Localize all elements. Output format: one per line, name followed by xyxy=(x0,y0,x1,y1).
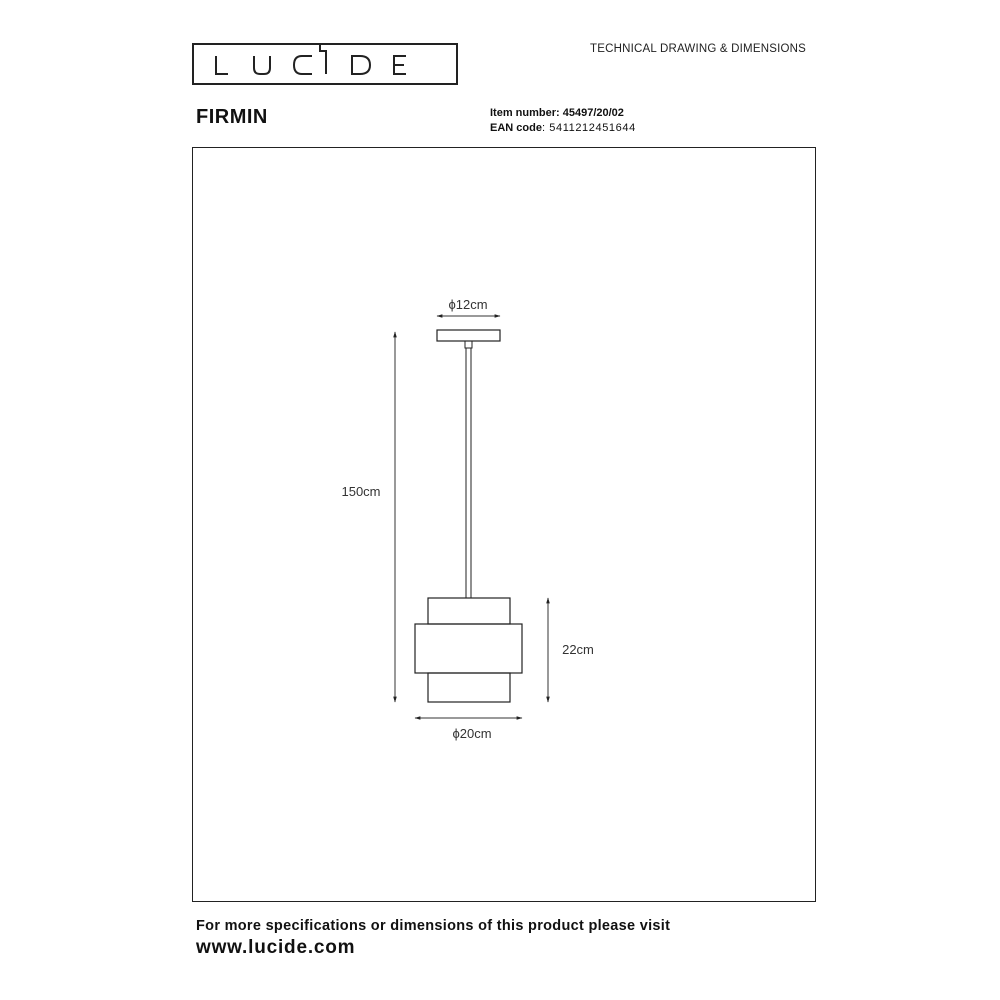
item-number-value: 45497/20/02 xyxy=(562,107,624,119)
canopy-diameter-label: ϕ12cm xyxy=(448,297,488,312)
canopy xyxy=(437,330,500,341)
document-type: TECHNICAL DRAWING & DIMENSIONS xyxy=(590,43,806,55)
total-height-label: 150cm xyxy=(341,484,381,499)
shade-middle-band xyxy=(415,624,522,673)
shade-diameter-label: ϕ20cm xyxy=(452,726,492,741)
item-number-label: Item number: xyxy=(490,107,560,119)
shade-top-band xyxy=(428,598,510,624)
shade-bottom-band xyxy=(428,673,510,702)
website-link[interactable]: www.lucide.com xyxy=(196,937,356,958)
product-name: FIRMIN xyxy=(196,106,268,128)
shade-height-label: 22cm xyxy=(562,642,594,657)
cable-connector xyxy=(465,341,472,348)
ean-label: EAN code xyxy=(490,122,542,134)
ean-value: : 5411212451644 xyxy=(541,122,636,134)
footer-note: For more specifications or dimensions of this product please visit xyxy=(196,918,671,934)
